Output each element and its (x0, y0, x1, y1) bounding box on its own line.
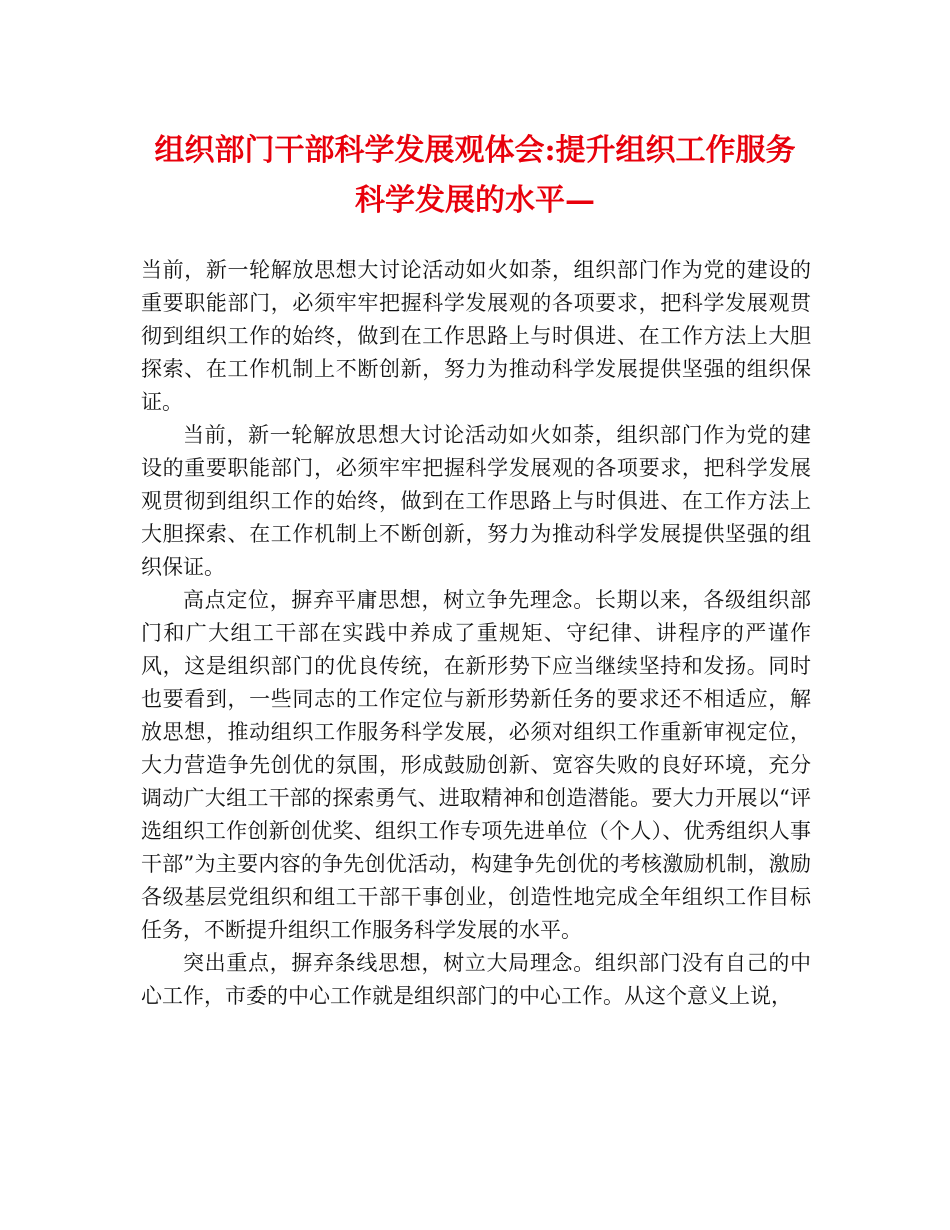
paragraph-focus-priorities: 突出重点，摒弃条线思想，树立大局理念。组织部门没有自己的中心工作，市委的中心工作就是组织部门的中心工作。从这个意义上说， (141, 951, 811, 1008)
document-body (141, 254, 811, 1013)
paragraph-high-positioning: 高点定位，摒弃平庸思想，树立争先理念。长期以来，各级组织部门和广大组工干部在实践中养成了重规矩、守纪律、讲程序的严谨作风，这是组织部门的优良传统，在新形势下应当继续坚持和发扬。同时也要看到，一些同志的工作定位与新形势新任务的要求还不相适应，解放思想，推动组织工作服务科学发展，必须对组织工作重新审视定位，大力营造争先创优的氛围，形成鼓励创新、宽容失败的良好环境，充分调动广大组工干部的探索勇气、进取精神和创造潜能。要大力开展以“评选组织工作创新创优奖、组织工作专项先进单位（个人）、优秀组织人事干部”为主要内容的争先创优活动，构建争先创优的考核激励机制，激励各级基层党组织和组工干部干事创业，创造性地完成全年组织工作目标任务，不断提升组织工作服务科学发展的水平。 (141, 588, 811, 942)
document-title: 组织部门干部科学发展观体会:提升组织工作服务科学发展的水平— (154, 133, 796, 218)
paragraph-intro-repeat: 当前，新一轮解放思想大讨论活动如火如荼，组织部门作为党的建设的重要职能部门，必须牢牢把握科学发展观的各项要求，把科学发展观贯彻到组织工作的始终，做到在工作思路上与时俱进、在工作方法上大胆探索、在工作机制上不断创新，努力为推动科学发展提供坚强的组织保证。 (141, 423, 811, 579)
paragraph-intro: 当前，新一轮解放思想大讨论活动如火如荼，组织部门作为党的建设的重要职能部门，必须牢牢把握科学发展观的各项要求，把科学发展观贯彻到组织工作的始终，做到在工作思路上与时俱进、在工作方法上大胆探索、在工作机制上不断创新，努力为推动科学发展提供坚强的组织保证。 (141, 258, 811, 414)
